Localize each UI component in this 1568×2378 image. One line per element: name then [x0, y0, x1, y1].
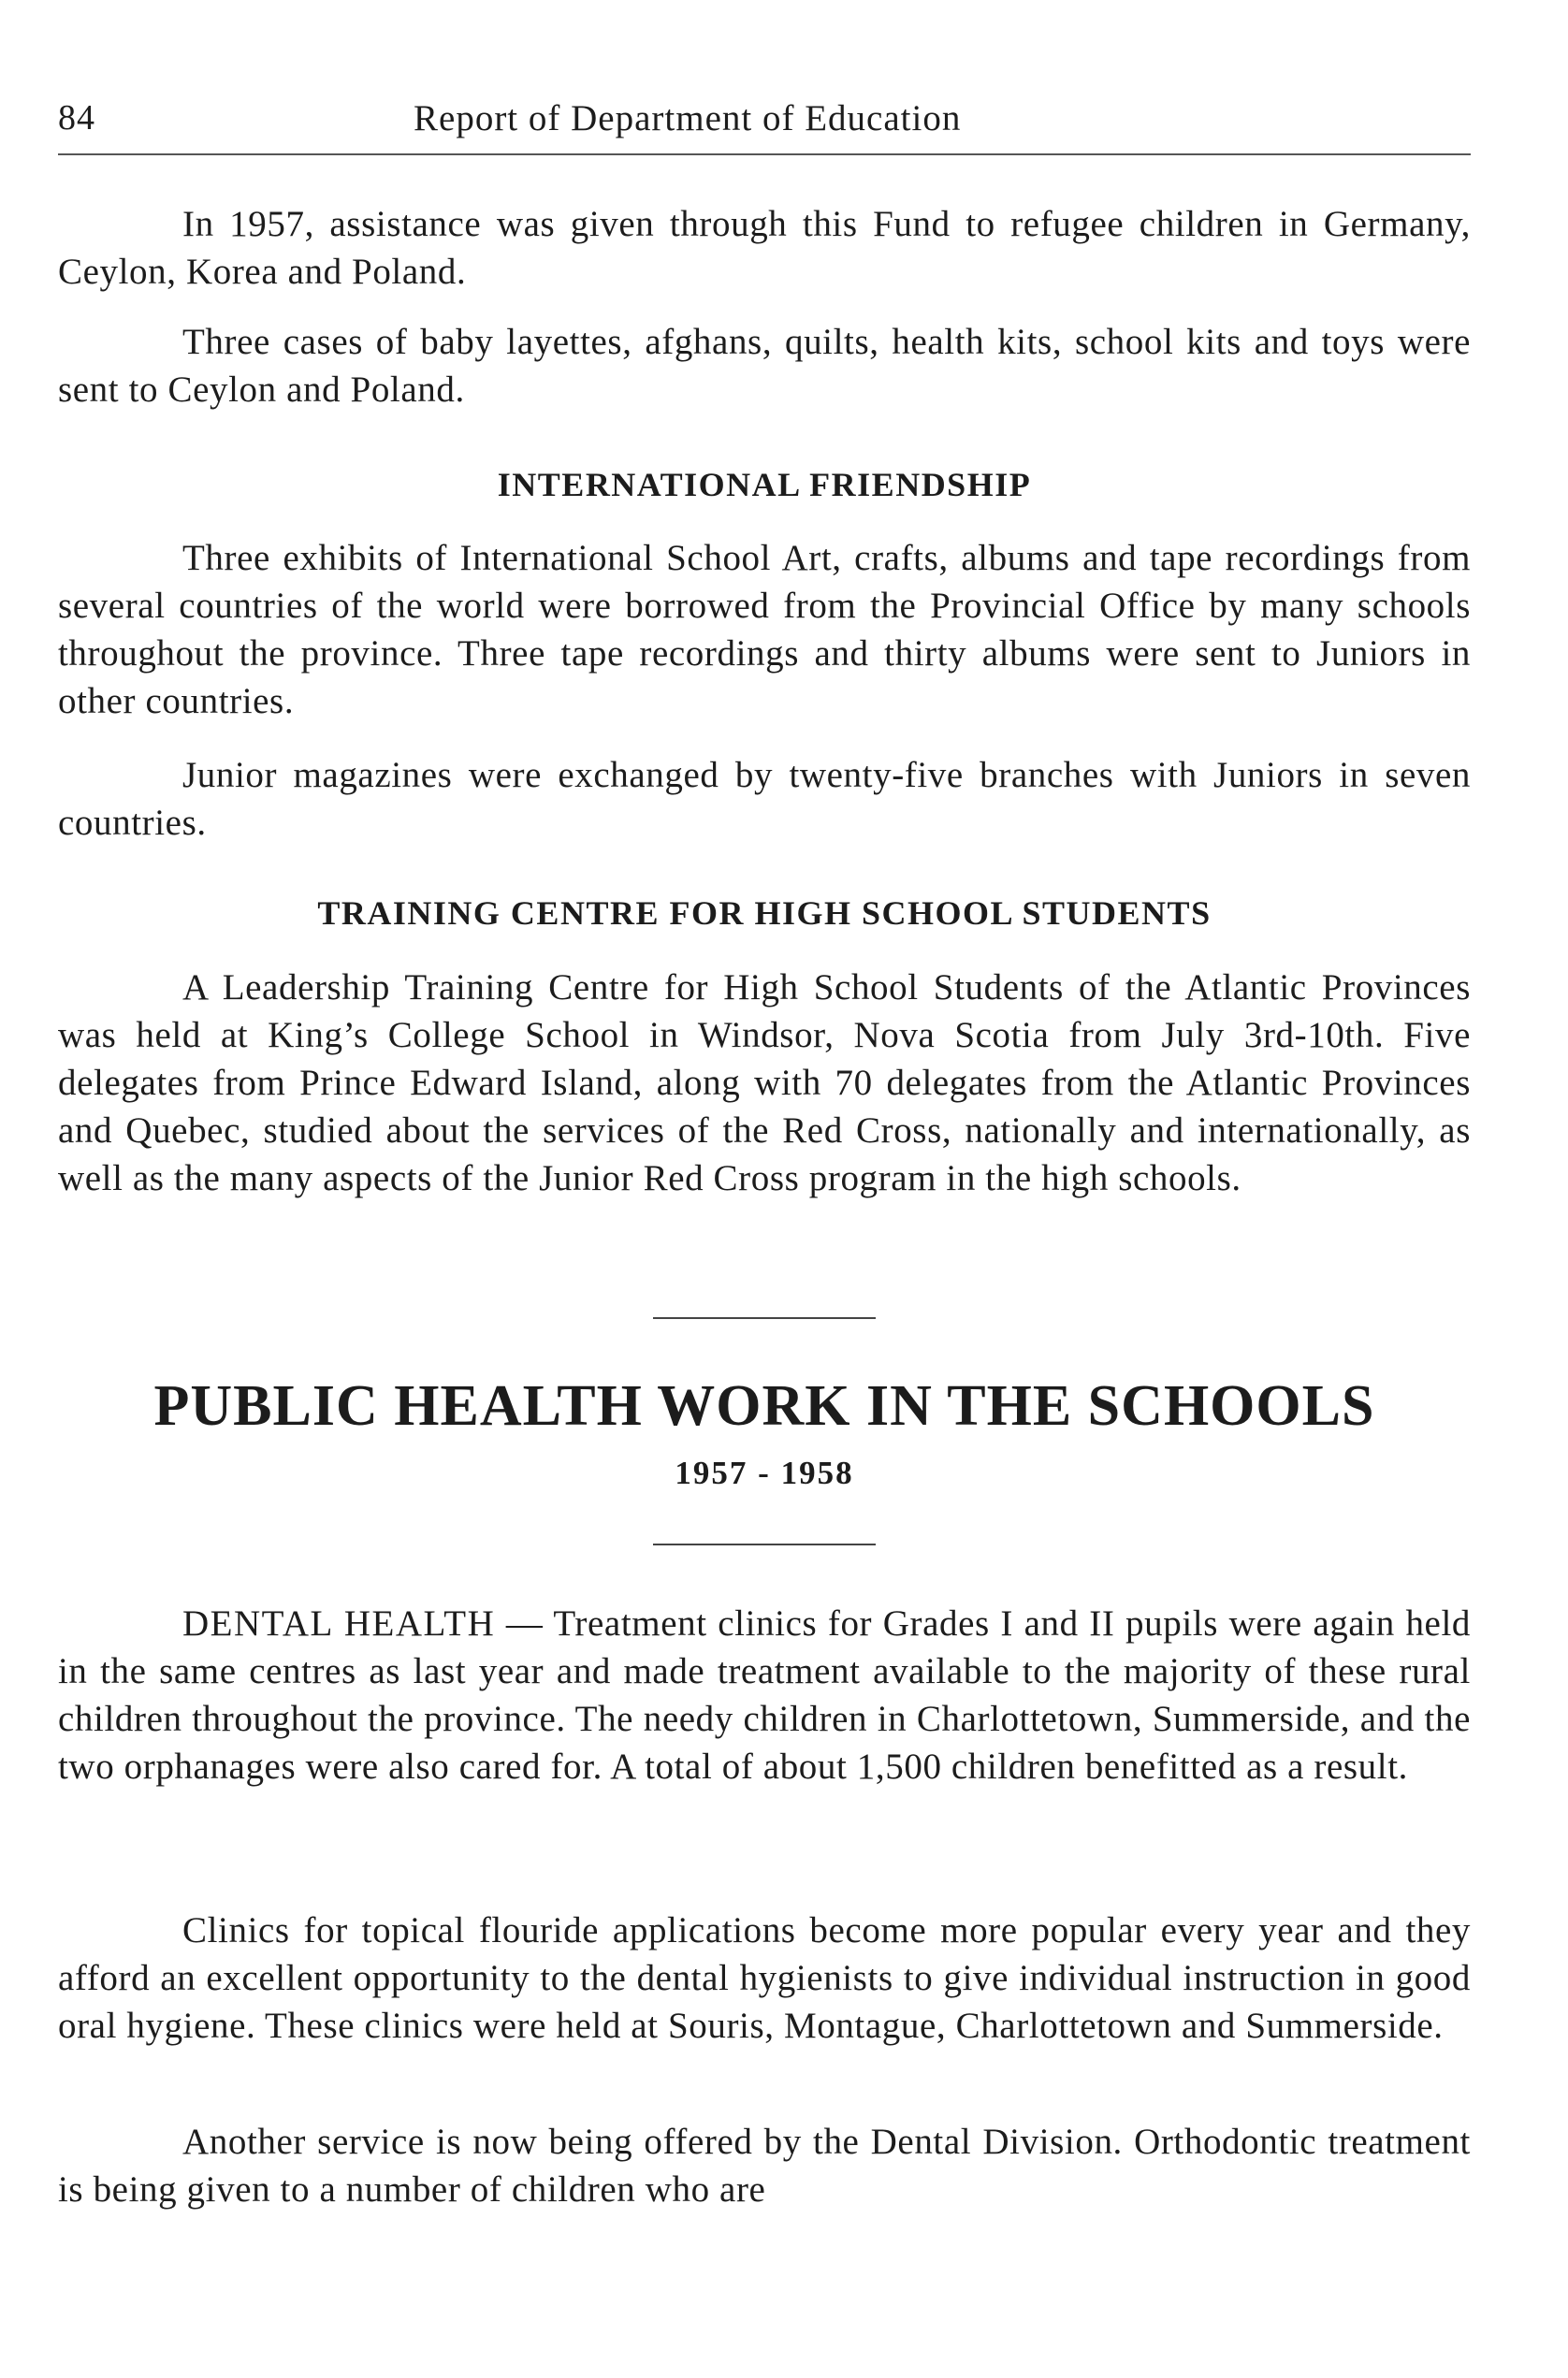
running-header: [58, 97, 1471, 155]
page-number: 84: [58, 98, 95, 138]
paragraph-dental-health: [58, 1600, 1471, 1791]
section-divider-top: [653, 1317, 876, 1319]
paragraph-baby-layettes: Three cases of baby layettes, afghans, quilts, health kits, school kits and toys were sent to Ceylon and Poland.: [58, 322, 1471, 410]
paragraph-refugee-assistance: In 1957, assistance was given through this Fund to refugee children in Germany, Ceylon, Korea and Poland.: [58, 204, 1471, 292]
paragraph-flouride-clinics: Clinics for topical flouride applications become more popular every year and they afford an excellent opportunity to the dental hygienists to give individual instruction in good oral hygiene. These clinics were held at Souris, Montague, Charlottetown and Summerside.: [58, 1910, 1471, 2046]
heading-international-friendship: INTERNATIONAL FRIENDSHIP: [497, 466, 1032, 503]
paragraph-school-art-exhibits: Three exhibits of International School Art, crafts, albums and tape recordings from several countries of the world were borrowed from the Provincial Office by many schools throughout the province. Three tape recordings and thirty albums were sent to Juniors in other countries.: [58, 538, 1471, 721]
heading-training-centre: TRAINING CENTRE FOR HIGH SCHOOL STUDENTS: [317, 894, 1212, 932]
running-title: Report of Department of Education: [414, 98, 962, 138]
section-divider-bottom: [653, 1544, 876, 1545]
paragraph-junior-magazines: Junior magazines were exchanged by twenty-five branches with Juniors in seven countries.: [58, 755, 1471, 843]
heading-years: 1957 - 1958: [675, 1455, 854, 1491]
paragraph-leadership-training: A Leadership Training Centre for High School Students of the Atlantic Provinces was held at King’s College School in Windsor, Nova Scotia from July 3rd-10th. Five delegates from Prince Edward Island, along with 70 delegates from the Atlantic Provinces and Quebec, studied about the services of the Red Cross, nationally and internationally, as well as the many aspects of the Junior Red Cross program in the high schools.: [58, 967, 1471, 1198]
paragraph-orthodontic-service: Another service is now being offered by the Dental Division. Orthodontic treatment is being given to a number of children who are: [58, 2122, 1471, 2210]
heading-public-health: PUBLIC HEALTH WORK IN THE SCHOOLS: [153, 1374, 1375, 1438]
dental-health-text: — Treatment clinics for Grades I and II pupils were again held in the same centres as last year and made treatment available to the majority of these rural children throughout the province. The needy children in Charlottetown, Summerside, and the two orphanages were also cared for. A total of about 1,500 children benefitted as a result.: [58, 1603, 1471, 1787]
dental-health-lead: DENTAL HEALTH: [182, 1603, 496, 1644]
